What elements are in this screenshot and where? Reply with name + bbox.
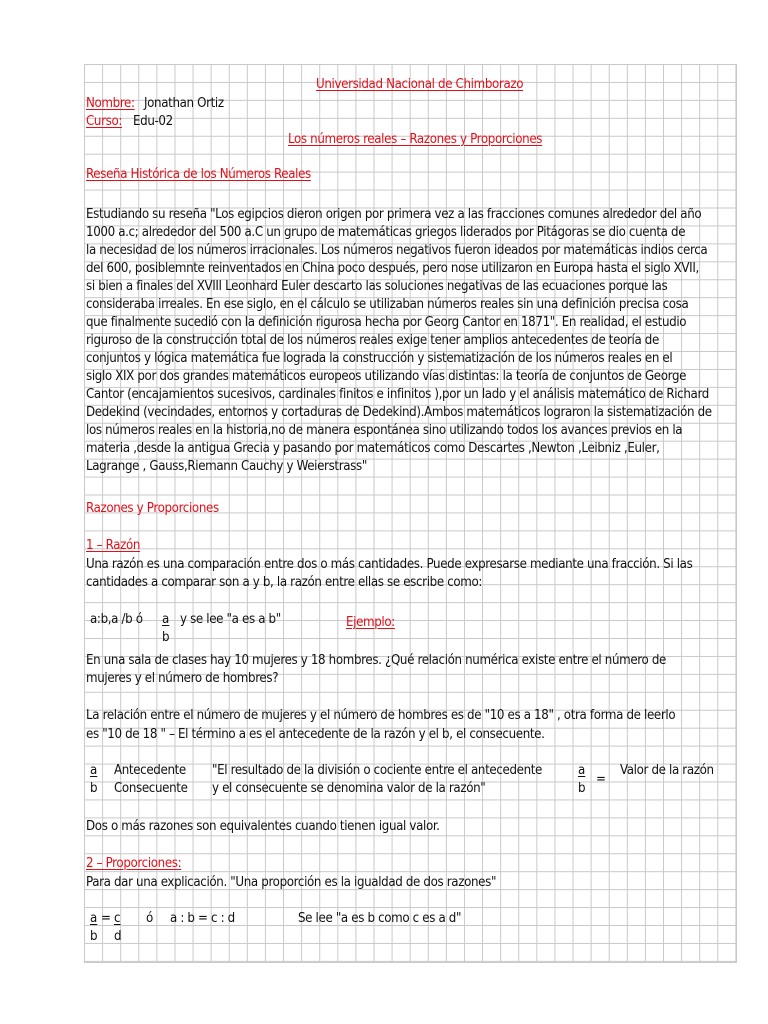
history-line: si bien a finales del XVIII Leonhard Euler descarto las soluciones negativas de las ecuaciones porque las [86, 279, 668, 294]
history-line: consideraba irreales. En ese siglo, en el cálculo se utilizaban números reales sin una definición precisa cosa [86, 297, 689, 312]
relation-line: es "10 de 18 " – El término a es el antecedente de la razón y el b, el consecuente. [86, 727, 545, 742]
proportion-equals: = [101, 911, 111, 926]
notation-denominator: b [162, 630, 170, 645]
term-a: a [90, 763, 98, 778]
notation-numerator: a [162, 612, 170, 627]
history-heading: Reseña Histórica de los Números Reales [86, 167, 311, 182]
equivalent-statement: Dos o más razones son equivalentes cuando tienen igual valor. [86, 819, 440, 834]
frac2-denominator: d [114, 929, 122, 944]
frac1-numerator: a [90, 911, 98, 926]
colon-form: a : b = c : d [170, 911, 235, 926]
course-value: Edu-02 [133, 114, 173, 129]
course-label: Curso: [86, 114, 123, 129]
history-line: Cantor (encajamientos sucesivos, cardinales finitos e infinitos ),por un lado y el análisis matemático de Richard [86, 387, 709, 402]
value-numerator: a [578, 763, 586, 778]
antecedent-label: Antecedente [114, 763, 186, 778]
example-line: En una sala de clases hay 10 mujeres y 18 hombres. ¿Qué relación numérica existe entre el número de [86, 653, 666, 668]
value-label: Valor de la razón [620, 763, 714, 778]
university-title: Universidad Nacional de Chimborazo [316, 77, 524, 92]
relation-line: La relación entre el número de mujeres y el número de hombres es de "10 es a 18" , otra forma de leerlo [86, 708, 676, 723]
or-text: ó [146, 911, 154, 926]
history-line: Dedekind (vecindades, entornos y cortaduras de Dedekind).Ambos matemáticos lograron la sistematización de [86, 405, 712, 420]
history-line: 1000 a.c; alrededor del 500 a.C un grupo de matemáticas griegos liderados por Pitágoras se dio cuenta de [86, 225, 686, 240]
frac1-denominator: b [90, 929, 98, 944]
proportions-line: Para dar una explicación. "Una proporción es la igualdad de dos razones" [86, 875, 497, 890]
history-line: conjuntos y lógica matemática fue lograda la construcción y sistematización de los números reales en el [86, 351, 673, 366]
ratios-heading: Razones y Proporciones [86, 501, 219, 516]
proportions-subheading: 2 – Proporciones: [86, 856, 182, 871]
consequent-label: Consecuente [114, 781, 188, 796]
example-line: mujeres y el número de hombres? [86, 671, 279, 686]
history-line: Lagrange , Gauss,Riemann Cauchy y Weierstrass" [86, 459, 367, 474]
history-line: riguroso de la construcción total de los números reales exige tener amplios antecedentes de teoría de [86, 333, 659, 348]
value-denominator: b [578, 781, 586, 796]
history-line: Estudiando su reseña "Los egipcios dieron origen por primera vez a las fracciones comunes alrededor del año [86, 207, 702, 222]
ratio-subheading: 1 – Razón [86, 538, 141, 553]
history-line: la necesidad de los números irracionales. Los números negativos fueron ideados por matemáticas indios cerca [86, 243, 708, 258]
history-line: los números reales en la historia,no de manera espontánea sino utilizando todos los avances previos en la [86, 423, 683, 438]
definition-line: "El resultado de la división o cociente entre el antecedente [212, 763, 543, 778]
notation-reading: y se lee "a es a b" [180, 612, 281, 627]
name-value: Jonathan Ortiz [144, 96, 224, 111]
history-line: del 600, posiblemnte reinventados en China poco después, pero nose utilizaron en Europa hasta el siglo XVII, [86, 261, 699, 276]
name-label: Nombre: [86, 96, 135, 111]
ratio-line: Una razón es una comparación entre dos o más cantidades. Puede expresarse mediante una fracción. Si las [86, 557, 693, 572]
proportion-reading: Se lee "a es b como c es a d" [298, 911, 462, 926]
example-label: Ejemplo: [346, 615, 395, 630]
ratio-notation: a:b,a /b ó [90, 612, 143, 627]
ratio-line: cantidades a comparar son a y b, la razón entre ellas se escribe como: [86, 575, 483, 590]
subject-title: Los números reales – Razones y Proporciones [288, 132, 543, 147]
term-b: b [90, 781, 98, 796]
equals-sign: = [596, 772, 606, 787]
frac2-numerator: c [114, 911, 121, 926]
definition-line: y el consecuente se denomina valor de la razón" [212, 781, 486, 796]
history-line: que finalmente sucedió con la definición rigurosa hecha por Georg Cantor en 1871". En realidad, el estudio [86, 315, 687, 330]
history-line: materia ,desde la antigua Grecia y pasando por matemáticos como Descartes ,Newton ,Leibniz ,Euler, [86, 441, 660, 456]
history-line: siglo XIX por dos grandes matemáticos europeos utilizando vías distintas: la teoría de conjuntos de George [86, 369, 687, 384]
